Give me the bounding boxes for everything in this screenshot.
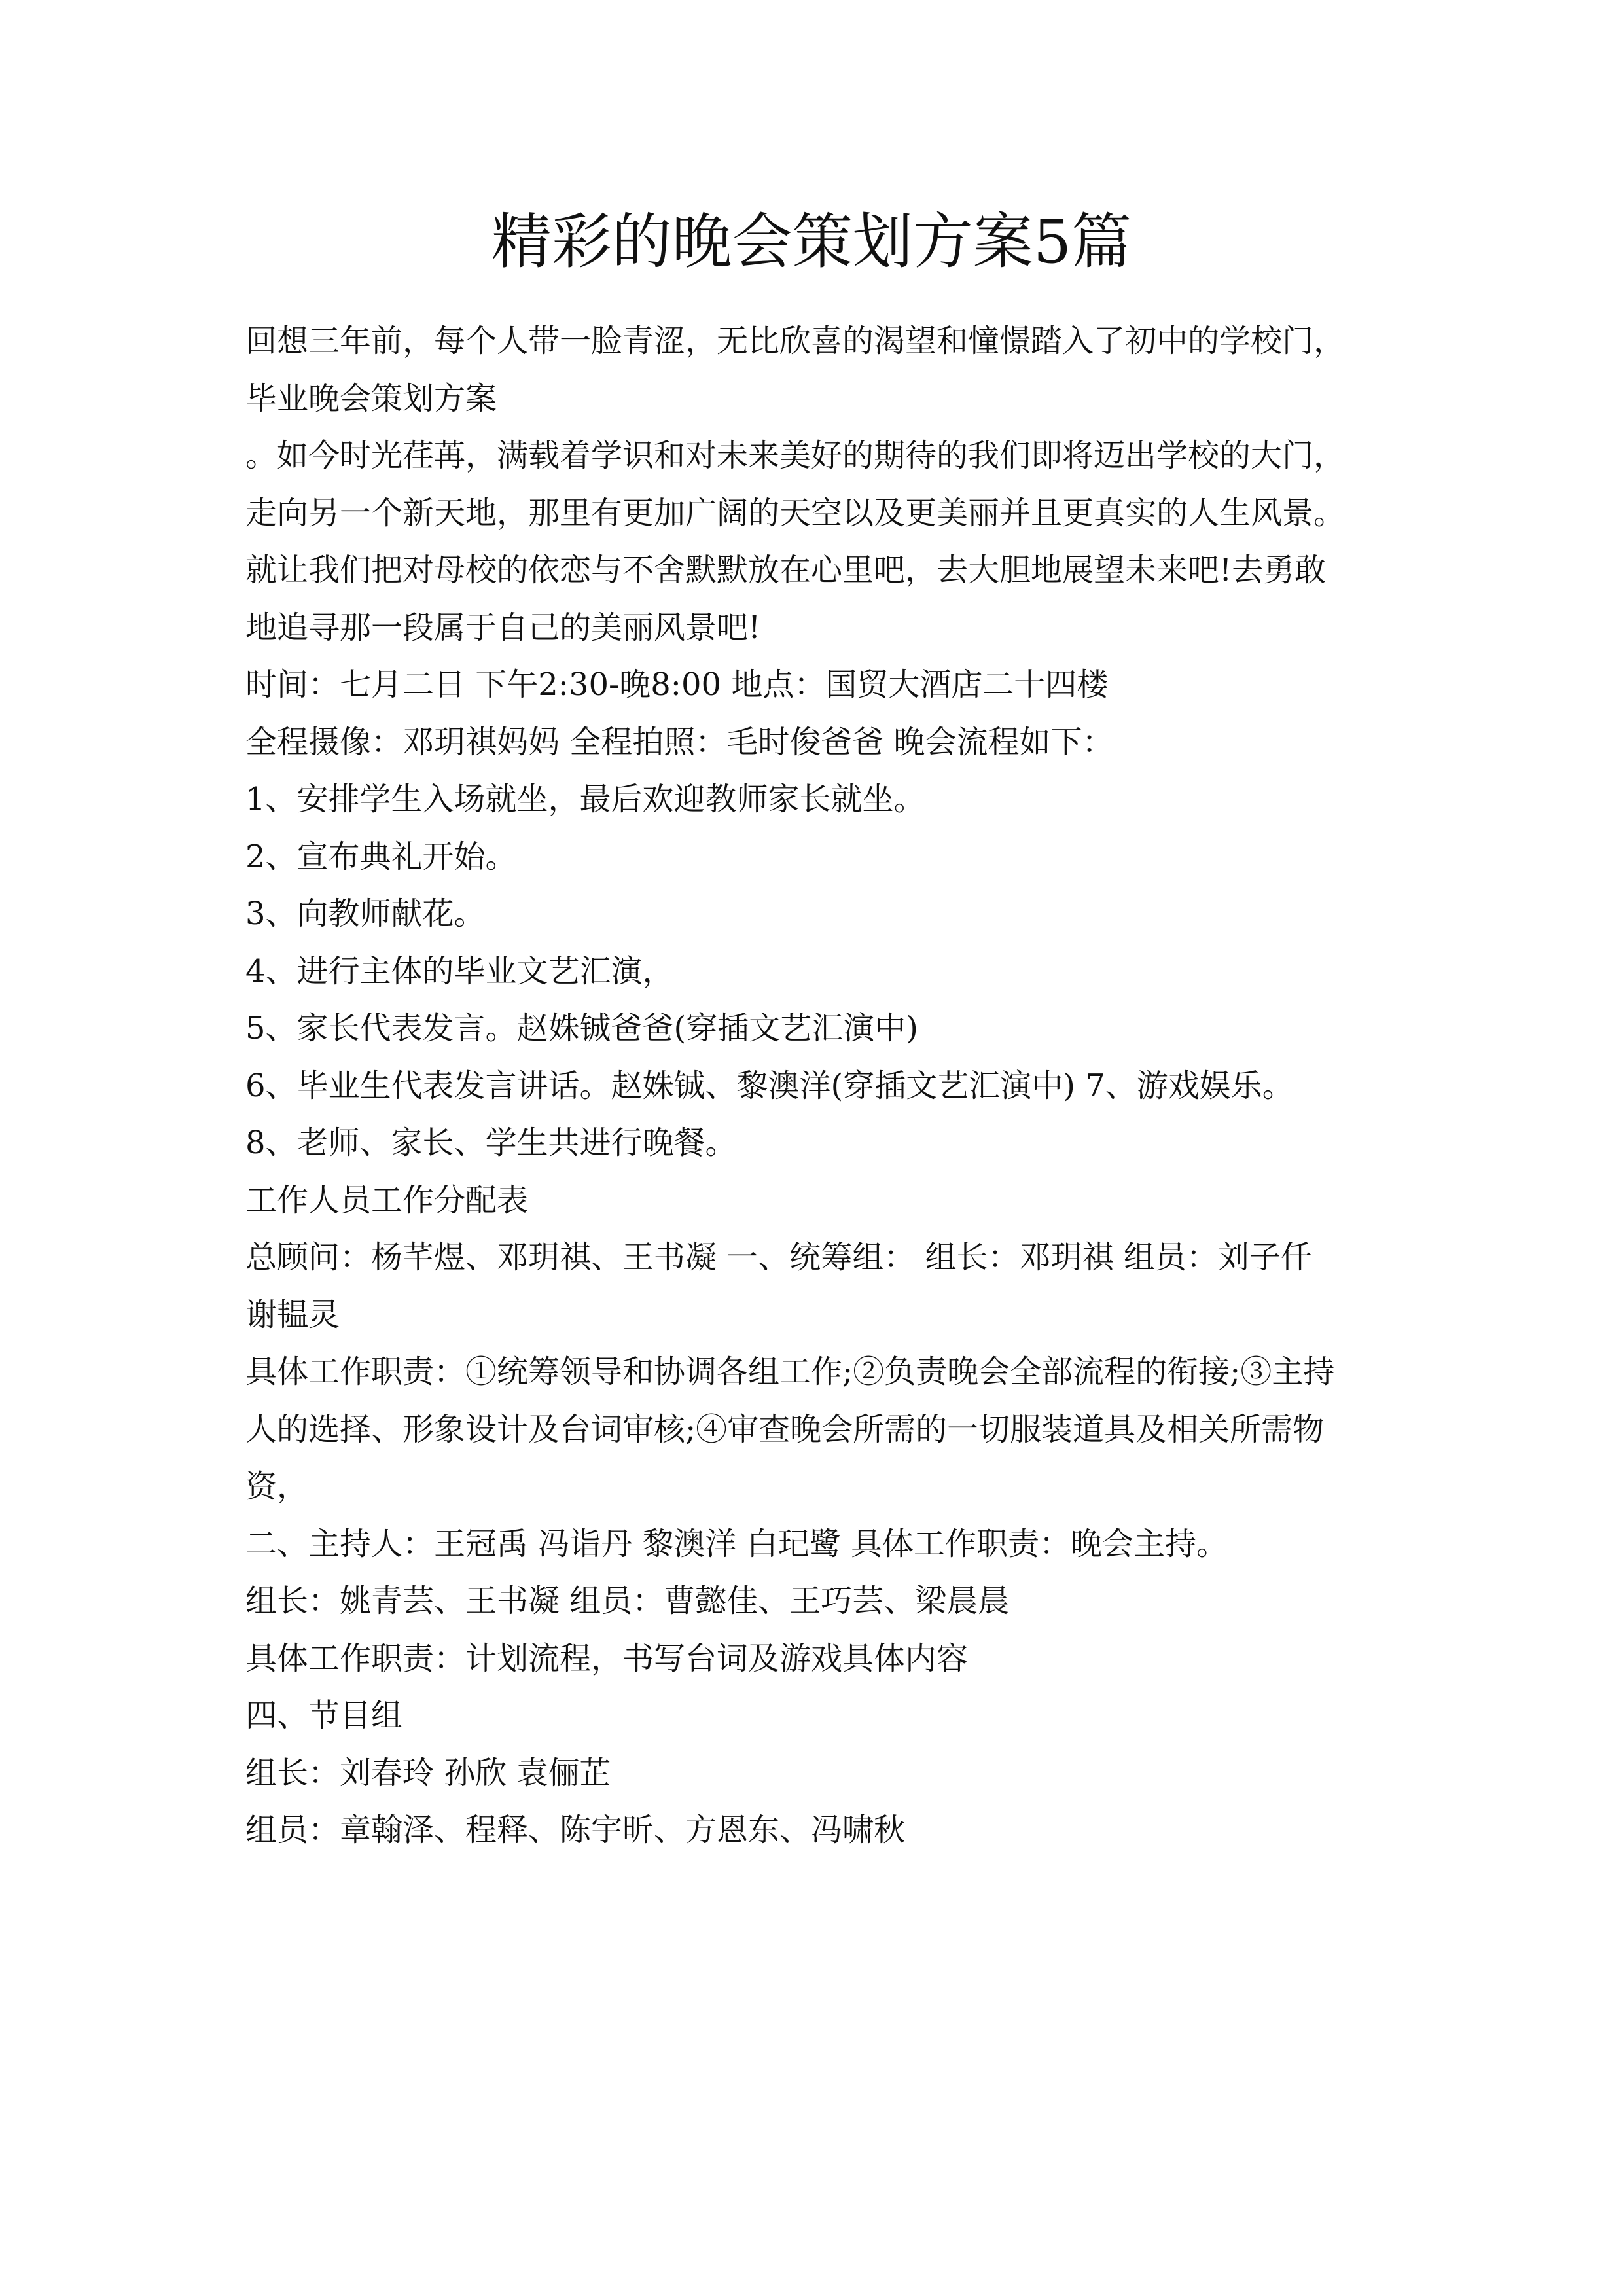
body-line: 全程摄像：邓玥祺妈妈 全程拍照：毛时俊爸爸 晚会流程如下： <box>245 723 1114 761</box>
body-line: 2、宣布典礼开始。 <box>245 838 517 875</box>
body-line: 谢韫灵 <box>245 1296 340 1333</box>
body-line: 1、安排学生入场就坐，最后欢迎教师家长就坐。 <box>245 781 925 817</box>
body-line: 组长：姚青芸、王书凝 组员：曹懿佳、王巧芸、梁晨晨 <box>245 1583 1010 1619</box>
body-line: 组长：刘春玲 孙欣 袁俪芷 <box>245 1754 611 1791</box>
body-line: 6、毕业生代表发言讲话。赵姝铖、黎澳洋(穿插文艺汇演中) 7、游戏娱乐。 <box>245 1067 1294 1104</box>
body-line: 时间：七月二日 下午2:30-晚8:00 地点：国贸大酒店二十四楼 <box>245 666 1109 703</box>
body-line: 地追寻那一段属于自己的美丽风景吧! <box>245 609 761 646</box>
body-line: 工作人员工作分配表 <box>245 1181 529 1219</box>
body-line: 。如今时光荏苒，满载着学识和对未来美好的期待的我们即将迈出学校的大门， <box>245 437 1346 474</box>
body-line: 走向另一个新天地，那里有更加广阔的天空以及更美丽并且更真实的人生风景。 <box>245 494 1346 531</box>
body-line: 8、老师、家长、学生共进行晚餐。 <box>245 1124 737 1161</box>
body-line: 具体工作职责：计划流程，书写台词及游戏具体内容 <box>245 1640 969 1677</box>
body-line: 4、进行主体的毕业文艺汇演， <box>245 952 674 990</box>
document-title: 精彩的晚会策划方案5篇 <box>491 207 1132 277</box>
body-line: 组员：章翰泽、程释、陈宇昕、方恩东、冯啸秋 <box>245 1812 906 1848</box>
body-line: 5、家长代表发言。赵姝铖爸爸(穿插文艺汇演中) <box>245 1010 918 1047</box>
body-line: 人的选择、形象设计及台词审核;④审查晚会所需的一切服装道具及相关所需物 <box>245 1410 1325 1448</box>
body-line: 就让我们把对母校的依恋与不舍默默放在心里吧，去大胆地展望未来吧!去勇敢 <box>245 552 1327 588</box>
body-line: 回想三年前，每个人带一脸青涩，无比欣喜的渴望和憧憬踏入了初中的学校门， <box>245 323 1346 359</box>
body-line: 资， <box>245 1468 309 1505</box>
body-line: 总顾问：杨芊煜、邓玥祺、王书凝 一、统筹组： 组长：邓玥祺 组员：刘子仟 <box>245 1239 1312 1276</box>
body-line: 四、节目组 <box>245 1697 403 1734</box>
body-line: 3、向教师献花。 <box>245 895 486 932</box>
document-body <box>245 313 1397 1859</box>
body-line: 具体工作职责：①统筹领导和协调各组工作;②负责晚会全部流程的衔接;③主持 <box>245 1354 1335 1390</box>
body-line: 毕业晚会策划方案 <box>245 380 497 417</box>
body-line: 二、主持人：王冠禹 冯诣丹 黎澳洋 白玘鹭 具体工作职责：晚会主持。 <box>245 1525 1228 1562</box>
